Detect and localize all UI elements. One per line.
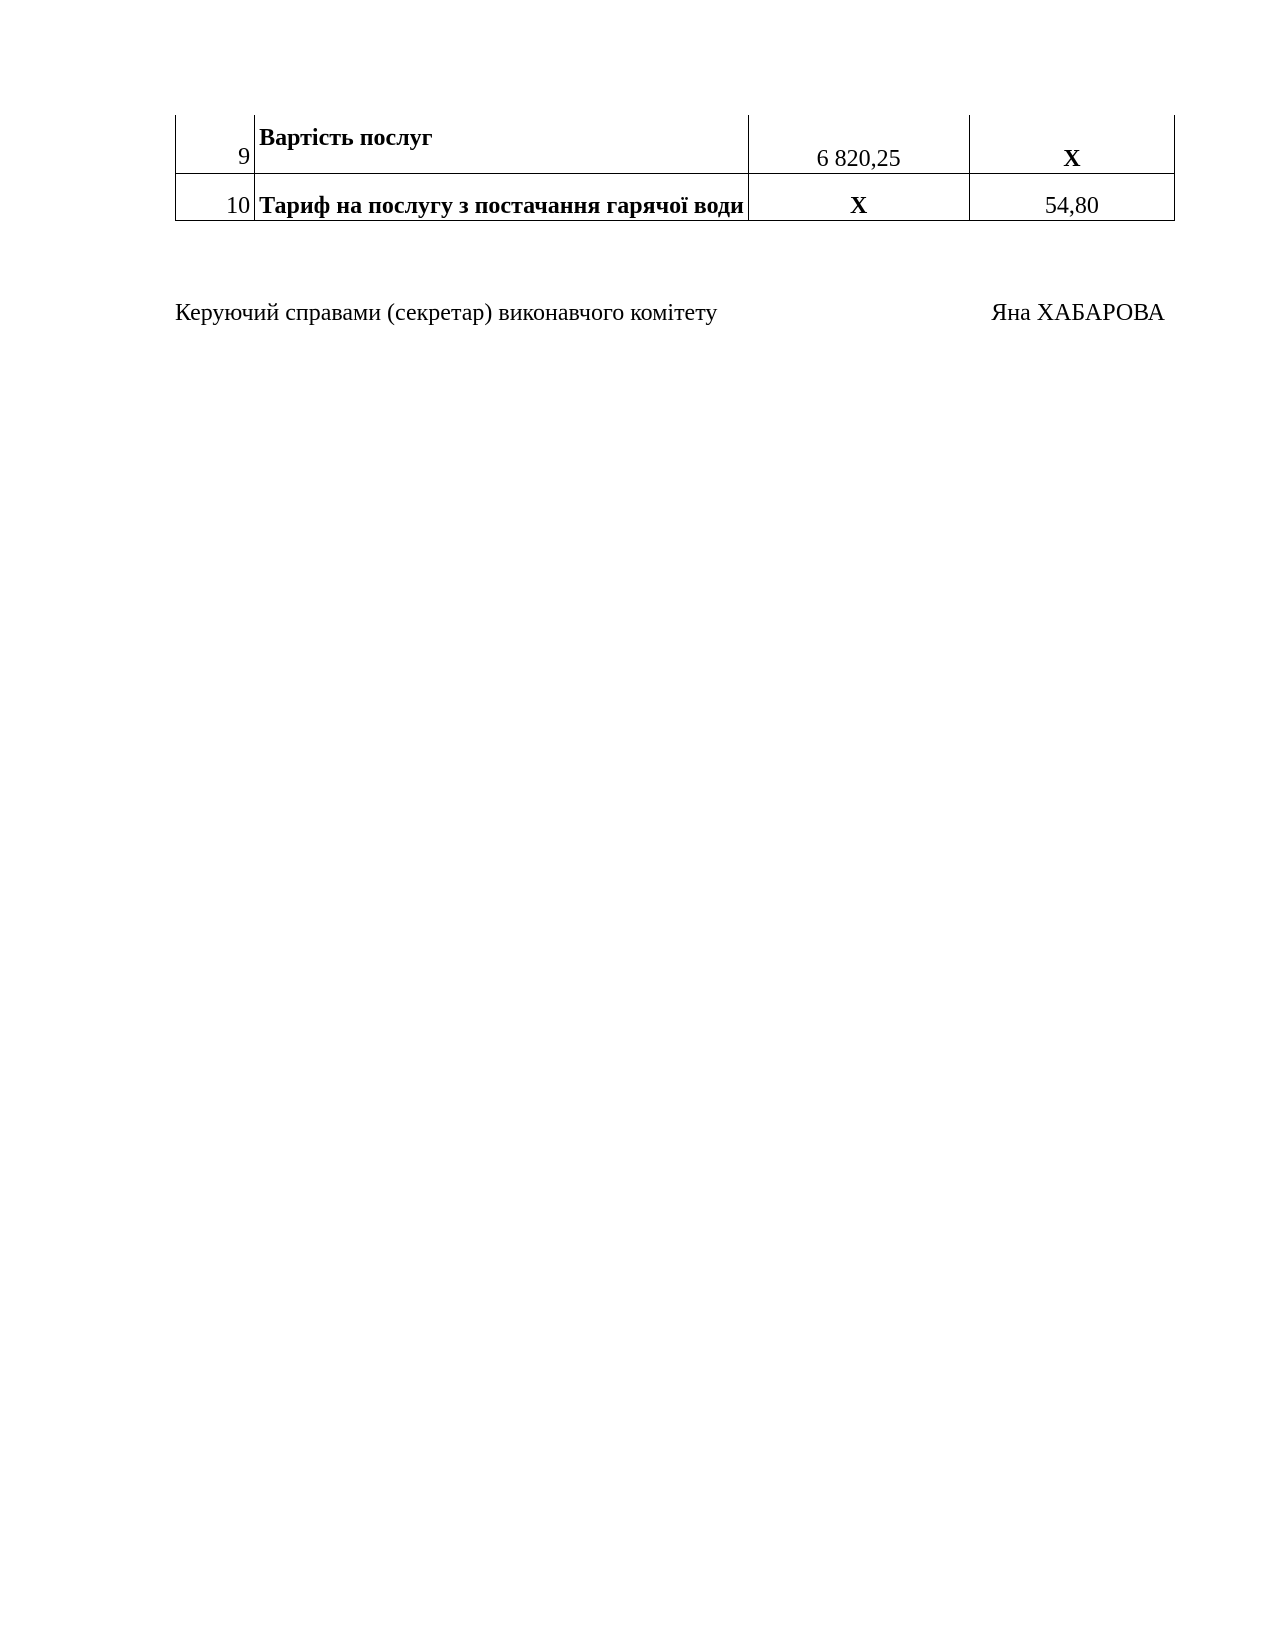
tariff-table [175, 115, 1175, 221]
row-name: Тариф на послугу з постачання гарячої води [255, 174, 748, 221]
row-cost: 6 820,25 [748, 115, 969, 174]
signatory-position: Керуючий справами (секретар) виконавчого комітету [175, 300, 718, 326]
signatory-name: Яна ХАБАРОВА [991, 300, 1165, 326]
table-row [176, 174, 1175, 221]
table-row [176, 115, 1175, 174]
row-number: 10 [176, 174, 255, 221]
signature-block [175, 300, 1165, 327]
row-tariff: 54,80 [969, 174, 1174, 221]
row-tariff: Х [969, 115, 1174, 174]
row-cost: Х [748, 174, 969, 221]
row-name: Вартість послуг [255, 115, 748, 174]
row-number: 9 [176, 115, 255, 174]
